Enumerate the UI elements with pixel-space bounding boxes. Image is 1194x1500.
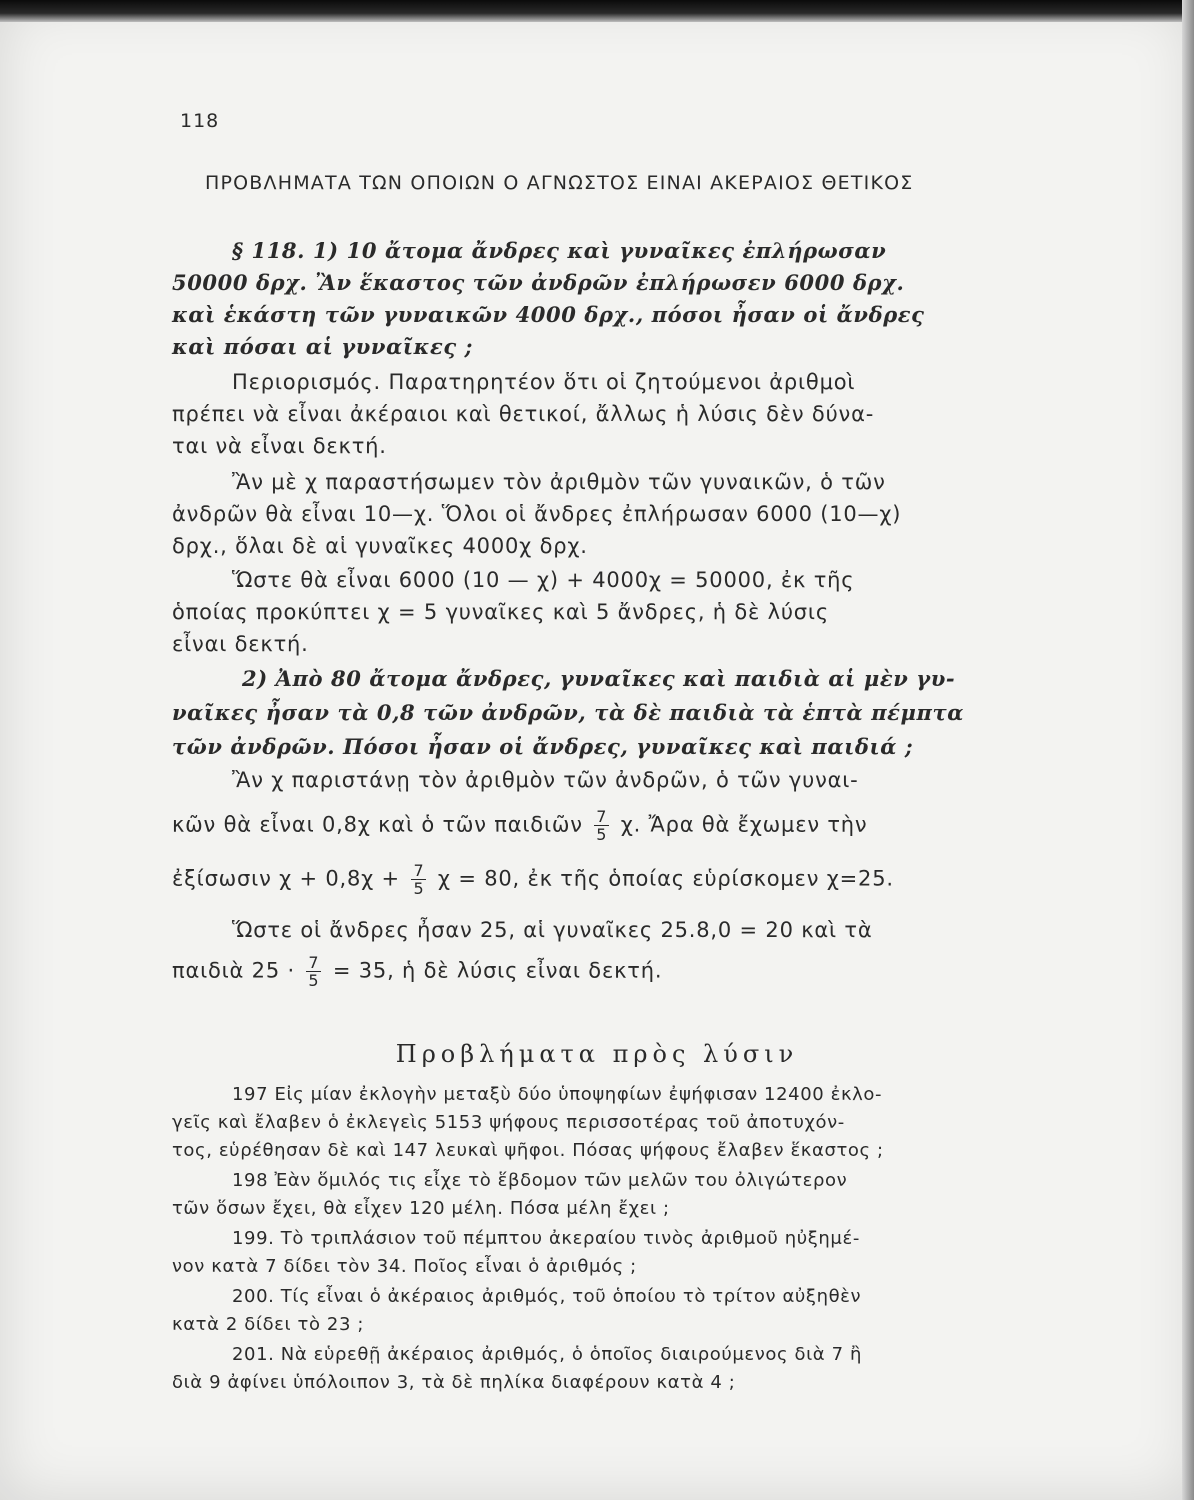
problem-1-line: καὶ πόσαι αἱ γυναῖκες ; xyxy=(172,334,473,359)
solution-1-line: Ἂν μὲ χ παραστήσωμεν τὸν ἀριθμὸν τῶν γυναικῶν, ὁ τῶν xyxy=(232,470,886,494)
solution-2-text: χ. Ἄρα θὰ ἔχωμεν τὴν xyxy=(620,812,868,837)
problem-1-line: 50000 δρχ. Ἂν ἕκαστος τῶν ἀνδρῶν ἐπλήρωσεν 6000 δρχ. xyxy=(172,270,905,295)
fraction-seven-fifths xyxy=(594,808,609,843)
exercise-line: 200. Τίς εἶναι ὁ ἀκέραιος ἀριθμός, τοῦ ὁποίου τὸ τρίτον αὐξηθὲν xyxy=(232,1286,862,1307)
solution-1-line: Περιορισμός. Παρατηρητέον ὅτι οἱ ζητούμενοι ἀριθμοὶ xyxy=(232,370,856,394)
problem-2-line: τῶν ἀνδρῶν. Πόσοι ἦσαν οἱ ἄνδρες, γυναῖκες καὶ παιδιά ; xyxy=(172,734,914,759)
solution-1-line: δρχ., ὅλαι δὲ αἱ γυναῖκες 4000χ δρχ. xyxy=(172,534,588,558)
solution-2-line xyxy=(172,862,894,897)
solution-1-line: ἀνδρῶν θὰ εἶναι 10—χ. Ὅλοι οἱ ἄνδρες ἐπλήρωσαν 6000 (10—χ) xyxy=(172,502,902,526)
solution-2-line: Ἂν χ παριστάνῃ τὸν ἀριθμὸν τῶν ἀνδρῶν, ὁ τῶν γυναι- xyxy=(232,768,859,792)
solution-2-text: = 35, ἡ δὲ λύσις εἶναι δεκτή. xyxy=(332,958,663,983)
solution-1-line: εἶναι δεκτή. xyxy=(172,632,309,656)
solution-2-text: χ = 80, ἐκ τῆς ὁποίας εὑρίσκομεν χ=25. xyxy=(437,866,894,891)
exercise-line: 199. Τὸ τριπλάσιον τοῦ πέμπτου ἀκεραίου τινὸς ἀριθμοῦ ηὐξημέ- xyxy=(232,1228,860,1249)
solution-2-line: Ὥστε οἱ ἄνδρες ἦσαν 25, αἱ γυναῖκες 25.8,0 = 20 καὶ τὰ xyxy=(232,918,873,942)
solution-2-text: ἐξίσωσιν χ + 0,8χ + xyxy=(172,866,400,891)
problem-2-line: 2) Ἀπὸ 80 ἄτομα ἄνδρες, γυναῖκες καὶ παιδιὰ αἱ μὲν γυ- xyxy=(242,666,956,691)
fraction-denominator: 5 xyxy=(413,879,425,898)
solution-1-line: ται νὰ εἶναι δεκτή. xyxy=(172,434,387,458)
fraction-denominator: 5 xyxy=(596,825,608,844)
exercise-line: κατὰ 2 δίδει τὸ 23 ; xyxy=(172,1314,364,1335)
fraction-seven-fifths xyxy=(306,954,321,989)
solution-2-line xyxy=(172,808,867,843)
scan-top-border xyxy=(0,0,1194,22)
exercise-line: 198 Ἐὰν ὅμιλός τις εἶχε τὸ ἕβδομον τῶν μελῶν του ὀλιγώτερον xyxy=(232,1170,848,1191)
solution-2-line xyxy=(172,954,662,989)
exercise-line: γεῖς καὶ ἔλαβεν ὁ ἐκλεγεὶς 5153 ψήφους περισσοτέρας τοῦ ἀποτυχόν- xyxy=(172,1112,845,1133)
chapter-title: ΠΡΟΒΛΗΜΑΤΑ ΤΩΝ ΟΠΟΙΩΝ Ο ΑΓΝΩΣΤΟΣ ΕΙΝΑΙ ΑΚΕΡΑΙΟΣ ΘΕΤΙΚΟΣ xyxy=(205,172,914,194)
solution-1-line: Ὥστε θὰ εἶναι 6000 (10 — χ) + 4000χ = 50000, ἐκ τῆς xyxy=(232,568,855,592)
problem-1-line: § 118. 1) 10 ἄτομα ἄνδρες καὶ γυναῖκες ἐπλήρωσαν xyxy=(232,238,887,263)
scan-right-edge xyxy=(1182,0,1194,1500)
exercise-line: 201. Νὰ εὑρεθῇ ἀκέραιος ἀριθμός, ὁ ὁποῖος διαιρούμενος διὰ 7 ἢ xyxy=(232,1344,862,1365)
page-number: 118 xyxy=(180,110,220,132)
solution-1-line: ὁποίας προκύπτει χ = 5 γυναῖκες καὶ 5 ἄνδρες, ἡ δὲ λύσις xyxy=(172,600,829,624)
exercise-line: 197 Εἰς μίαν ἐκλογὴν μεταξὺ δύο ὑποψηφίων ἐψήφισαν 12400 ἐκλο- xyxy=(232,1084,883,1105)
exercises-heading: Προβλήματα πρὸς λύσιν xyxy=(395,1040,799,1068)
solution-2-text: παιδιὰ 25 · xyxy=(172,958,295,983)
exercise-line: διὰ 9 ἀφίνει ὑπόλοιπον 3, τὰ δὲ πηλίκα διαφέρουν κατὰ 4 ; xyxy=(172,1372,736,1393)
solution-1-line: πρέπει νὰ εἶναι ἀκέραιοι καὶ θετικοί, ἄλλως ἡ λύσις δὲν δύνα- xyxy=(172,402,875,426)
exercise-line: τῶν ὅσων ἔχει, θὰ εἶχεν 120 μέλη. Πόσα μέλη ἔχει ; xyxy=(172,1198,670,1219)
fraction-denominator: 5 xyxy=(308,971,320,990)
solution-2-text: κῶν θὰ εἶναι 0,8χ καὶ ὁ τῶν παιδιῶν xyxy=(172,812,583,837)
exercise-line: τος, εὑρέθησαν δὲ καὶ 147 λευκαὶ ψῆφοι. Πόσας ψήφους ἔλαβεν ἕκαστος ; xyxy=(172,1140,884,1161)
fraction-numerator: 7 xyxy=(413,861,425,880)
problem-1-line: καὶ ἑκάστη τῶν γυναικῶν 4000 δρχ., πόσοι ἦσαν οἱ ἄνδρες xyxy=(172,302,925,327)
exercise-line: νον κατὰ 7 δίδει τὸν 34. Ποῖος εἶναι ὁ ἀριθμός ; xyxy=(172,1256,637,1277)
fraction-seven-fifths xyxy=(411,862,426,897)
fraction-numerator: 7 xyxy=(308,953,320,972)
problem-2-line: ναῖκες ἦσαν τὰ 0,8 τῶν ἀνδρῶν, τὰ δὲ παιδιὰ τὰ ἑπτὰ πέμπτα xyxy=(172,700,964,725)
fraction-numerator: 7 xyxy=(596,807,608,826)
